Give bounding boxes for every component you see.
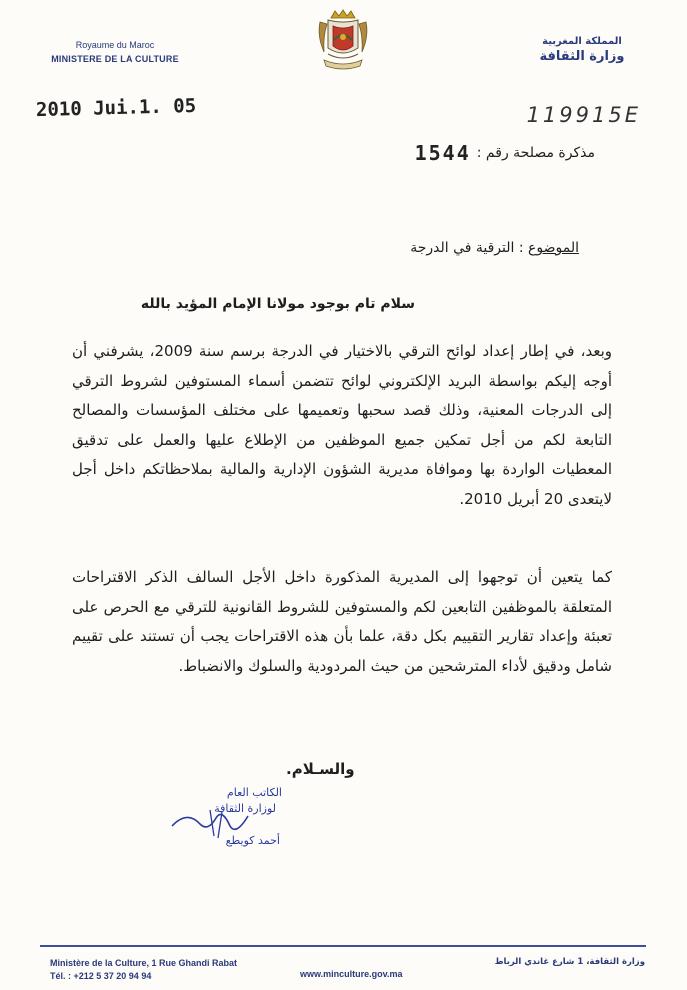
memo-number-row [415, 141, 595, 165]
letterhead-left [40, 40, 190, 64]
footer-website-link[interactable]: www.minculture.gov.ma [300, 969, 403, 979]
signature-stamp [152, 780, 282, 850]
country-name-fr: Royaume du Maroc [75, 40, 155, 50]
ministry-name-fr: MINISTERE DE LA CULTURE [51, 54, 179, 64]
salutation: سلام تام بوجود مولانا الإمام المؤيد بالله [140, 296, 415, 312]
royal-coat-of-arms-icon [314, 8, 372, 74]
memo-label: مذكرة مصلحة رقم : [476, 145, 595, 161]
signatory-ministry: لوزارة الثقافة [214, 802, 276, 815]
country-name-ar: المملكة المغربية [542, 36, 622, 47]
footer-address-ar: وزارة الثقافة، 1 شارع غاندي الرباط [494, 957, 645, 967]
signatory-name: أحمد كويطع [225, 834, 280, 847]
footer-contact-fr [50, 957, 237, 983]
body-paragraph-1: وبعد، في إطار إعداد لوائح الترقي بالاختيار في الدرجة برسم سنة 2009، يشرفني أن أوجه إليكم بواسطة البريد الإلكتروني لوائح تتضمن أسماء المستوفين لشروط الترقي إلى الدرجات المعنية، وذلك قصد سحبها وتعميمها على مختلف المؤسسات والمصالح التابعة لكم من أجل تمكين جميع الموظفين من الإطلاع عليها والعمل على تدقيق المعطيات الواردة بها وموافاة مديرية الشؤون الإدارية والمالية بملاحظاتكم داخل أجل لايتعدى 20 أبريل 2010. [72, 342, 612, 508]
letterhead-right [517, 36, 647, 64]
footer-address-fr: Ministère de la Culture, 1 Rue Ghandi Rabat [50, 958, 238, 968]
footer-phone: Tél. : +212 5 37 20 94 94 [50, 971, 152, 981]
subject-label: الموضوع [528, 240, 579, 256]
subject-line [410, 240, 579, 256]
footer-divider [40, 945, 646, 947]
handwritten-reference: 119915E [526, 103, 641, 127]
closing-greeting: والسـلام. [286, 760, 355, 778]
handwritten-date: 2010 Jui.1. 05 [35, 94, 197, 122]
body-paragraph-2: كما يتعين أن توجهوا إلى المديرية المذكورة داخل الأجل السالف الذكر الاقتراحات المتعلقة بالموظفين التابعين لكم والمستوفين للشروط القانونية للترقي مع الحرص على تعبئة وإعداد تقارير التقييم بكل دقة، علما بأن هذه الاقتراحات يجب أن تستند على تقييم شامل ودقيق لأداء المترشحين من حيث المردودية والسلوك والانضباط. [72, 568, 612, 675]
memo-number: 1544 [414, 141, 471, 165]
handwritten-signature-icon [152, 780, 282, 850]
subject-text: : الترقية في الدرجة [410, 240, 524, 256]
signatory-title: الكاتب العام [226, 786, 282, 799]
ministry-name-ar: وزارة الثقافة [539, 49, 625, 64]
